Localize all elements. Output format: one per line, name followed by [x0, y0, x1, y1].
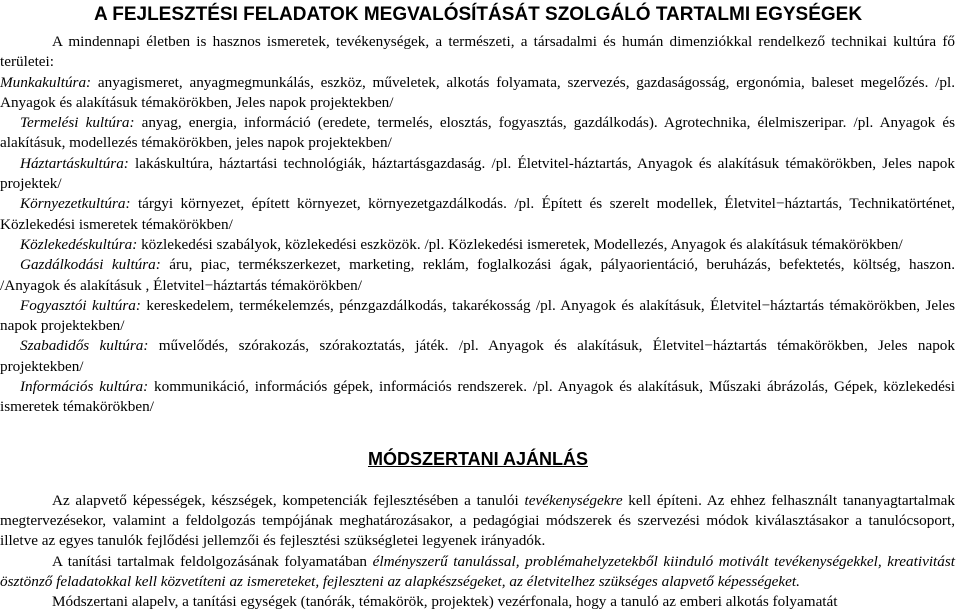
list-item	[0, 154, 955, 195]
paragraph-emphasis: élményszerű tanulással, problémahelyzetekből kiinduló motivált tevékenységekkel, kreativitást ösztönző feladatokkal kell közvetíteni az ismereteket, fejleszteni az alapkészségeket, az életvitelhez szükséges alapvető képességeket.	[0, 552, 955, 590]
list-item	[0, 194, 955, 235]
item-label: Háztartáskultúra:	[20, 154, 129, 172]
item-label: Munkakultúra:	[0, 73, 92, 91]
item-label: Termelési kultúra:	[20, 114, 135, 132]
list-item	[0, 377, 955, 418]
item-text: lakáskultúra, háztartási technológiák, háztartásgazdaság. /pl. Életvitel-háztartás, Anyagok és alakításuk témakörökben, Jeles napok projektek/	[0, 154, 955, 193]
paragraph: Módszertani alapelv, a tanítási egységek (tanórák, témakörök, projektek) vezérfonala, hogy a tanuló az emberi alkotás folyamatát	[52, 593, 838, 611]
intro-paragraph: A mindennapi életben is hasznos ismeretek, tevékenységek, a természeti, a társadalmi és humán dimenziókkal rendelkező technikai kultúra fő területei:	[0, 33, 955, 71]
paragraph-text: kell építeni. Az ehhez felhasznált tananyagtartalmak megtervezésekor, valamint a feldolgozás tempójának meghatározásakor, a pedagógiai módszerek és szervezési módok kiválasztásakor a tanulócsoport, illetve az egyes tanulók fejlődési jellemzői és fejlesztési szükségletei legyenek irányadók.	[0, 491, 956, 550]
item-text: anyagismeret, anyagmegmunkálás, eszköz, műveletek, alkotás folyamata, szervezés, gazdaságosság, ergonómia, baleset megelőzés. /pl. Anyagok és alakításuk témakörökben, Jeles napok projektekben/	[0, 73, 955, 111]
item-text: művelődés, szórakozás, szórakoztatás, játék. /pl. Anyagok és alakításuk, Életvitel−háztartás témakörökben, Jeles napok projektekben/	[0, 337, 955, 375]
item-text: tárgyi környezet, épített környezet, környezetgazdálkodás. /pl. Épített és szerelt modellek, Életvitel−háztartás, Technikatörténet, Közlekedési ismeretek témakörökben/	[0, 195, 955, 233]
list-item	[0, 73, 955, 114]
list-item	[0, 255, 955, 296]
paragraph	[0, 491, 955, 552]
item-text: közlekedési szabályok, közlekedési eszközök. /pl. Közlekedési ismeretek, Modellezés, Anyagok és alakításuk témakörökben/	[137, 235, 903, 253]
item-label: Gazdálkodási kultúra:	[20, 256, 161, 274]
paragraph-emphasis: tevékenységekre	[524, 491, 623, 509]
list-item	[0, 296, 955, 337]
item-label: Fogyasztói kultúra:	[20, 296, 141, 314]
content-areas-section	[0, 32, 955, 418]
page-title: A FEJLESZTÉSI FELADATOK MEGVALÓSÍTÁSÁT SZOLGÁLÓ TARTALMI EGYSÉGEK	[93, 4, 863, 25]
paragraph	[0, 552, 955, 593]
item-label: Közlekedéskultúra:	[20, 235, 138, 253]
paragraph-text: A tanítási tartalmak feldolgozásának folyamatában	[52, 552, 373, 570]
item-label: Információs kultúra:	[20, 378, 149, 396]
item-text: kommunikáció, információs gépek, információs rendszerek. /pl. Anyagok és alakításuk, Műszaki ábrázolás, Gépek, közlekedési ismeretek témakörökben/	[0, 378, 955, 416]
item-text: kereskedelem, termékelemzés, pénzgazdálkodás, takarékosság /pl. Anyagok és alakításuk, Életvitel−háztartás témakörökben, Jeles napok projektekben/	[0, 296, 955, 335]
item-text: anyag, energia, információ (eredete, termelés, elosztás, fogyasztás, gazdálkodás). Agrotechnika, élelmiszeripar. /pl. Anyagok és alakításuk, modellezés témakörökben, jeles napok projektekben/	[0, 114, 955, 152]
section-title: MÓDSZERTANI AJÁNLÁS	[368, 448, 588, 469]
item-label: Szabadidős kultúra:	[20, 337, 149, 355]
list-item	[0, 336, 955, 377]
paragraph-text: Az alapvető képességek, készségek, kompetenciák fejlesztésében a tanulói	[52, 491, 525, 509]
list-item	[0, 113, 955, 154]
item-label: Környezetkultúra:	[20, 195, 131, 213]
methodology-section	[0, 491, 955, 612]
list-item	[0, 235, 955, 255]
item-text: áru, piac, termékszerkezet, marketing, reklám, foglalkozási ágak, pályaorientáció, beruházás, befektetés, költség, haszon. /Anyagok és alakításuk , Életvitel−háztartás témakörökben/	[0, 256, 955, 294]
